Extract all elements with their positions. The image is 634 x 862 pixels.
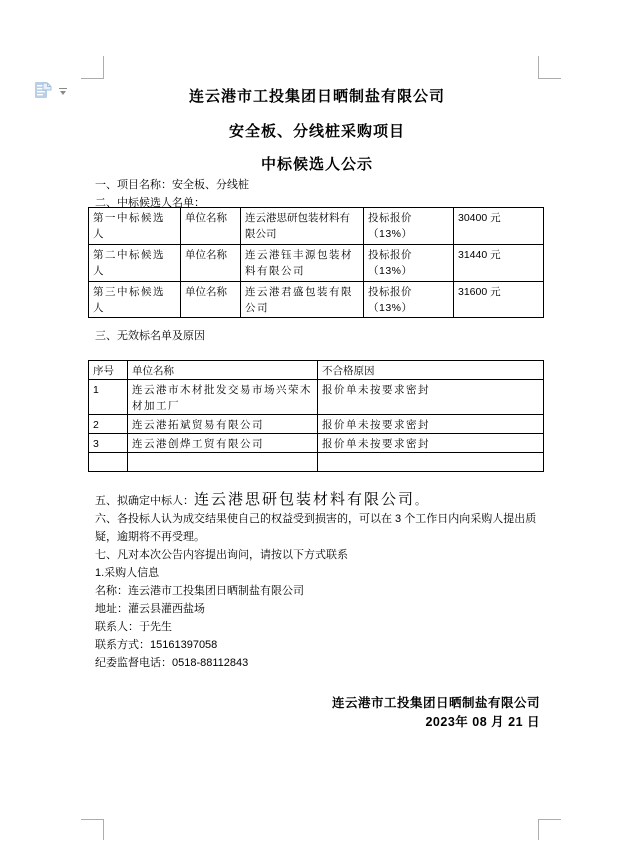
buyer-info-heading: 1.采购人信息	[95, 567, 160, 579]
column-header-no: 序号	[89, 361, 128, 380]
signature-company: 连云港市工投集团日晒制盐有限公司	[331, 696, 540, 710]
column-header-reason: 不合格原因	[318, 361, 544, 380]
invalid-row-2	[89, 415, 544, 434]
row-no	[89, 453, 128, 472]
signature-block	[332, 694, 540, 732]
proposed-winner-prefix: 五、拟确定中标人：	[95, 495, 194, 507]
invalid-company	[128, 453, 318, 472]
invalid-row-3	[89, 434, 544, 453]
item-objection-notice: 六、各投标人认为成交结果使自己的权益受到损害的，可以在 3 个工作日内向采购人提出质疑，逾期将不再受理。	[95, 513, 537, 543]
invalid-company: 连云港市木材批发交易市场兴荣木材加工厂	[128, 380, 318, 415]
buyer-phone: 联系方式：15161397058	[95, 639, 218, 651]
row-no: 1	[89, 380, 128, 415]
invalid-reason: 报价单未按要求密封	[318, 434, 544, 453]
candidates-table	[88, 207, 544, 318]
bid-price-value: 30400 元	[454, 208, 544, 245]
row-no: 3	[89, 434, 128, 453]
document-title-company: 连云港市工投集团日晒制盐有限公司	[188, 88, 445, 105]
item-candidates-list-label: 二、中标候选人名单：	[95, 197, 205, 209]
text-boundary-mark-top-left	[81, 56, 104, 79]
candidate-rank: 第二中标候选人	[89, 245, 181, 282]
invalid-row-empty	[89, 453, 544, 472]
candidate-rank: 第一中标候选人	[89, 208, 181, 245]
text-boundary-mark-bottom-right	[538, 819, 561, 840]
candidate-rank: 第三中标候选人	[89, 282, 181, 318]
candidate-row-1	[89, 208, 544, 245]
invalid-reason: 报价单未按要求密封	[318, 380, 544, 415]
invalid-company: 连云港创烨工贸有限公司	[128, 434, 318, 453]
column-header-unit-name: 单位名称	[128, 361, 318, 380]
document-title-announcement: 中标候选人公示	[260, 156, 373, 173]
item-project-name: 一、项目名称：安全板、分线桩	[95, 179, 249, 191]
bid-price-label: 投标报价（13%）	[364, 208, 454, 245]
candidate-company: 连云港思研包装材料有限公司	[241, 208, 364, 245]
candidate-row-3	[89, 282, 544, 318]
unit-name-label: 单位名称	[181, 282, 241, 318]
proposed-winner-company: 连云港思研包装材料有限公司	[194, 491, 416, 508]
bid-price-label: 投标报价（13%）	[364, 245, 454, 282]
buyer-address: 地址：灌云县灌西盐场	[95, 603, 205, 615]
invalid-company: 连云港拓斌贸易有限公司	[128, 415, 318, 434]
bid-price-value: 31600 元	[454, 282, 544, 318]
bid-price-label: 投标报价（13%）	[364, 282, 454, 318]
unit-name-label: 单位名称	[181, 208, 241, 245]
supervision-phone: 纪委监督电话：0518-88112843	[95, 657, 249, 669]
text-boundary-mark-bottom-left	[81, 819, 104, 840]
candidate-row-2	[89, 245, 544, 282]
item-proposed-winner	[95, 491, 545, 510]
row-no: 2	[89, 415, 128, 434]
proposed-winner-suffix: 。	[415, 495, 427, 507]
buyer-contact-person: 联系人：于先生	[95, 621, 172, 633]
invalid-table-header-row	[89, 361, 544, 380]
invalid-bids-table	[88, 360, 544, 472]
candidate-company: 连云港钰丰源包装材料有限公司	[241, 245, 364, 282]
text-boundary-mark-top-right	[538, 56, 561, 79]
candidate-company: 连云港君盛包装有限公司	[241, 282, 364, 318]
invalid-reason	[318, 453, 544, 472]
bid-price-value: 31440 元	[454, 245, 544, 282]
item-contact-intro: 七、凡对本次公告内容提出询问，请按以下方式联系	[95, 549, 348, 561]
signature-date: 2023年 08 月 21 日	[425, 715, 540, 729]
invalid-row-1	[89, 380, 544, 415]
item-invalid-bids-heading: 三、无效标名单及原因	[95, 330, 205, 342]
buyer-name: 名称：连云港市工投集团日晒制盐有限公司	[95, 585, 304, 597]
document-title-project: 安全板、分线桩采购项目	[228, 123, 405, 140]
unit-name-label: 单位名称	[181, 245, 241, 282]
invalid-reason: 报价单未按要求密封	[318, 415, 544, 434]
